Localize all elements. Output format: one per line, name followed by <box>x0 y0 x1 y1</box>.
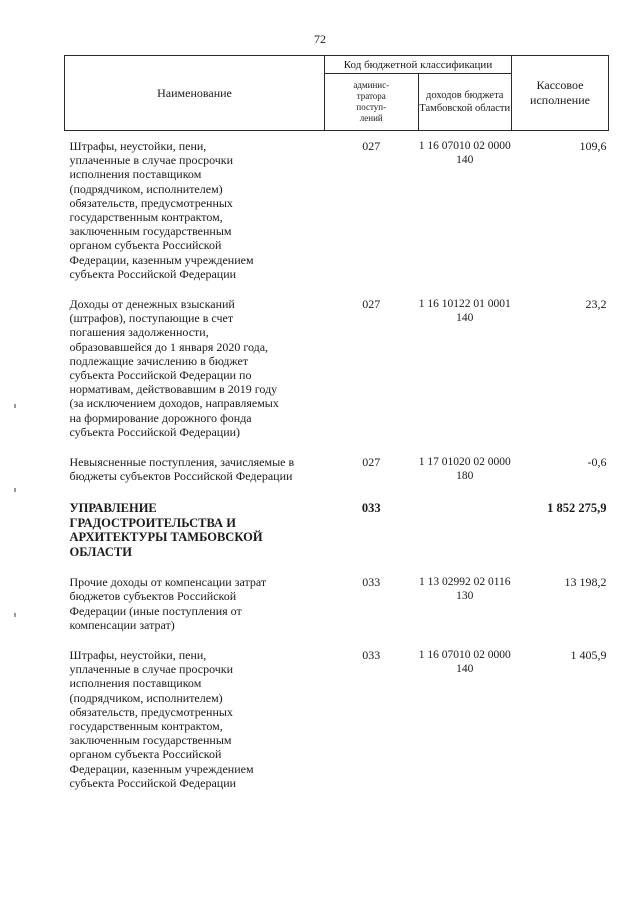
row-admin-code: 027 <box>362 139 381 153</box>
row-income-code <box>418 491 512 567</box>
row-amount: 109,6 <box>579 139 607 153</box>
row-income-code: 1 16 07010 02 0000 140 <box>418 140 511 167</box>
header-admin: админис- тратора поступ- лений <box>325 74 419 131</box>
row-amount: 1 405,9 <box>570 647 607 662</box>
row-name: Невыясненные поступления, зачисляемые в бюджеты субъектов Российской Федерации <box>69 455 295 484</box>
row-income-code: 1 17 01020 02 0000 180 <box>418 456 511 483</box>
row-admin-code: 033 <box>362 647 381 662</box>
row-admin-code: 033 <box>362 575 381 590</box>
row-amount: 13 198,2 <box>564 575 607 590</box>
row-amount: 23,2 <box>585 297 607 312</box>
table-row <box>65 289 609 447</box>
row-name: Прочие доходы от компенсации затрат бюджетов субъектов Российской Федерации (иные поступления от компенсации затрат) <box>69 575 267 632</box>
scan-mark <box>14 404 16 408</box>
budget-table-container <box>64 55 609 798</box>
table-header <box>65 56 609 131</box>
table-body <box>65 131 609 798</box>
header-income: доходов бюджета Тамбовской области <box>418 74 512 131</box>
table-row <box>65 447 609 491</box>
budget-table <box>64 55 609 798</box>
row-name: Штрафы, неустойки, пени, уплаченные в случае просрочки исполнения поставщиком (подрядчиком, исполнителем) обязательств, предусмотренных государственным контрактом, заключенным государственным органом субъекта Российской Федерации, казенным учреждением субъекта Российской Федерации <box>69 139 254 281</box>
row-amount: 1 852 275,9 <box>547 501 607 516</box>
row-income-code: 1 13 02992 02 0116 130 <box>418 576 511 603</box>
header-name: Наименование <box>65 56 325 131</box>
header-code-group: Код бюджетной классификации <box>325 56 512 74</box>
row-name: УПРАВЛЕНИЕ ГРАДОСТРОИТЕЛЬСТВА И АРХИТЕКТУРЫ ТАМБОВСКОЙ ОБЛАСТИ <box>69 501 263 559</box>
row-name: Доходы от денежных взысканий (штрафов), поступающие в счет погашения задолженности, образовавшейся до 1 января 2020 года, подлежащие зачислению в бюджет субъекта Российской Федерации по нормативам, действовавшим в 2019 году (за исключением доходов, направляемых на формирование дорожного фонда субъекта Российской Федерации) <box>69 297 279 439</box>
row-income-code: 1 16 10122 01 0001 140 <box>418 298 511 325</box>
table-row <box>65 567 609 640</box>
row-name: Штрафы, неустойки, пени, уплаченные в случае просрочки исполнения поставщиком (подрядчиком, исполнителем) обязательств, предусмотренных государственным контрактом, заключенным государственным органом субъекта Российской Федерации, казенным учреждением субъекта Российской Федерации <box>69 647 254 790</box>
row-income-code: 1 16 07010 02 0000 140 <box>418 648 511 676</box>
scan-mark <box>14 488 16 492</box>
row-admin-code: 027 <box>362 455 381 470</box>
header-execution: Кассовое исполнение <box>512 56 609 131</box>
table-row <box>65 640 609 798</box>
row-admin-code: 027 <box>362 297 381 312</box>
table-row <box>65 491 609 567</box>
row-admin-code: 033 <box>361 501 381 516</box>
page-number: 72 <box>314 32 326 46</box>
scan-mark <box>14 613 16 617</box>
table-row <box>65 131 609 290</box>
row-amount: -0,6 <box>587 455 607 470</box>
